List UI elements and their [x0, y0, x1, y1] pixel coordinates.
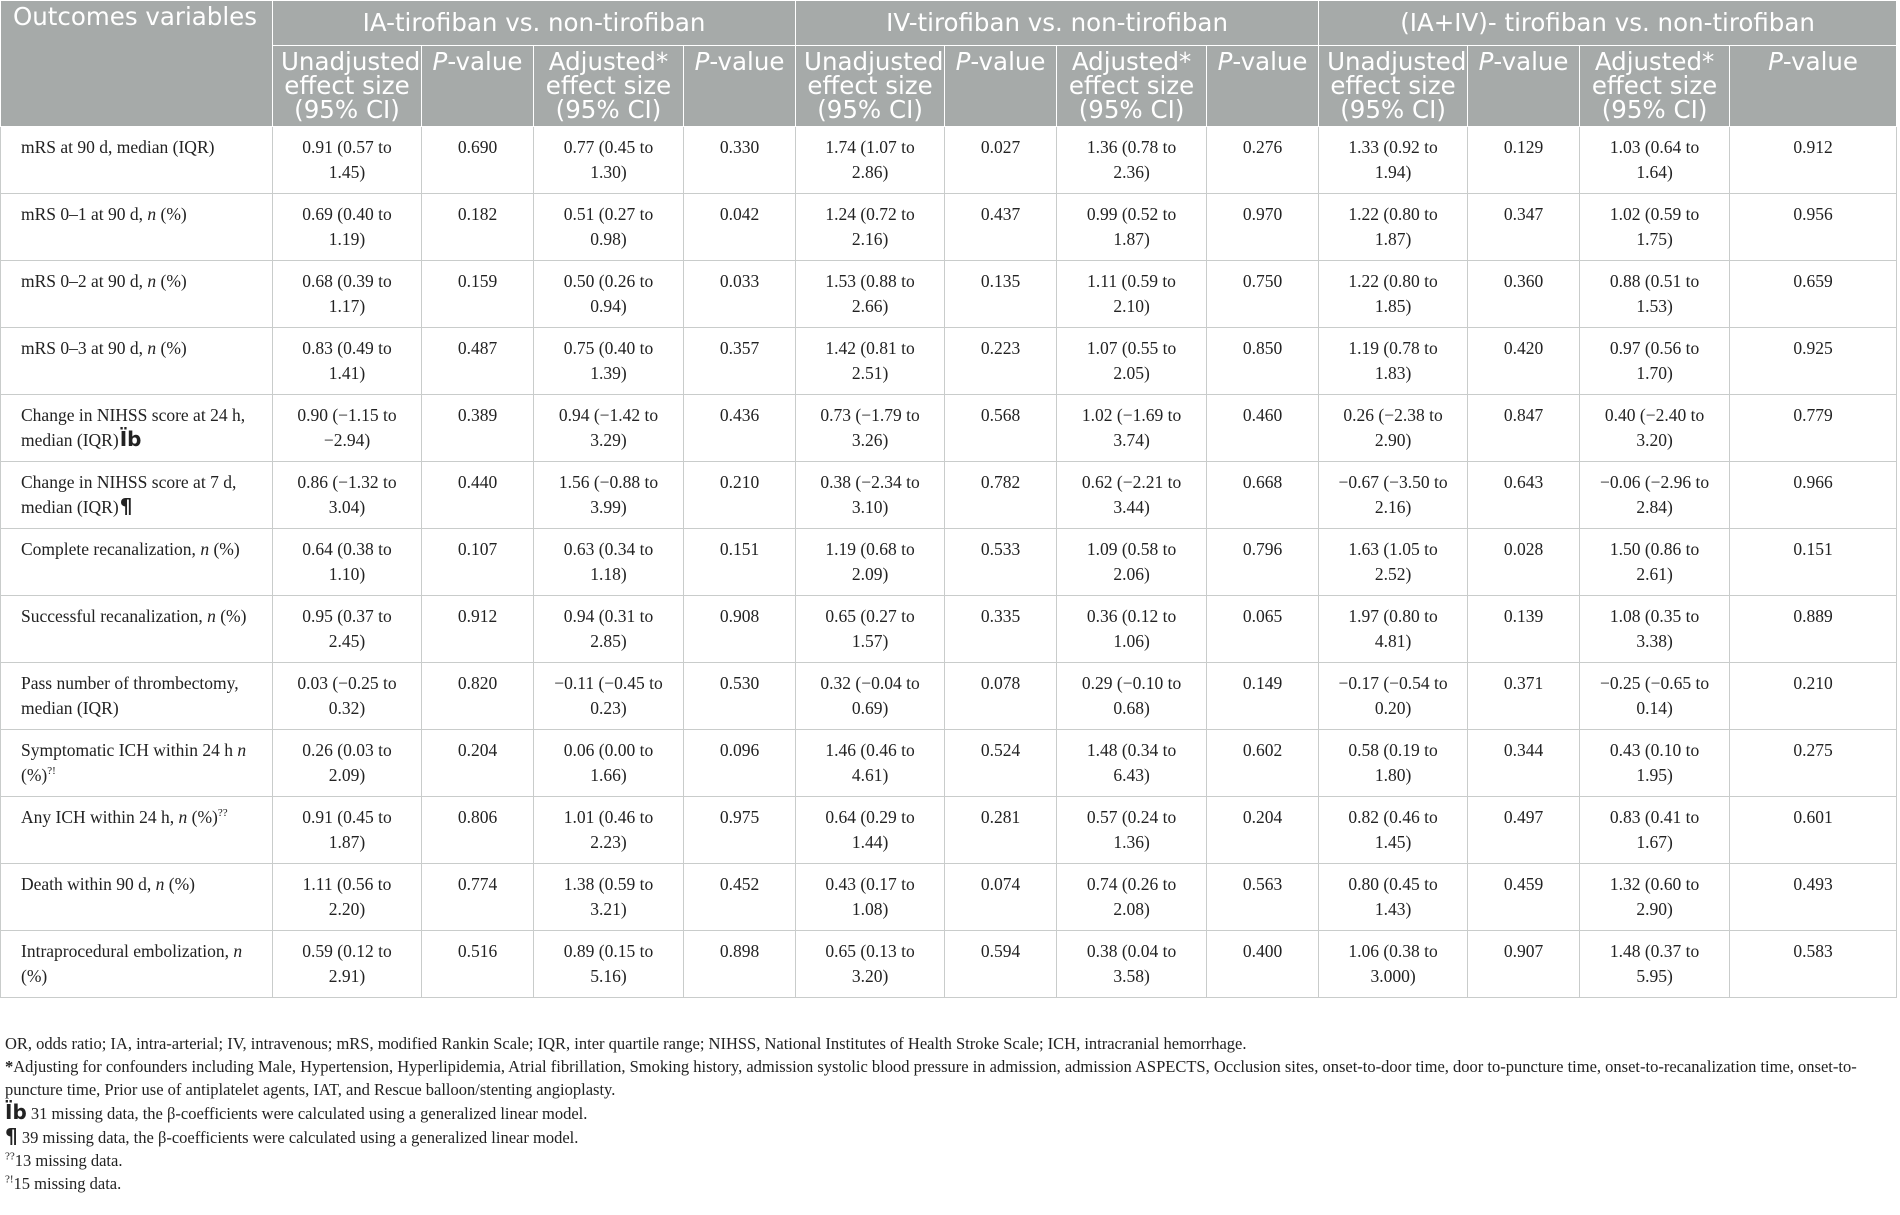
effect-size-cell: 0.03 (−0.25 to 0.32) [273, 663, 422, 730]
effect-size-cell: 0.95 (0.37 to 2.45) [273, 596, 422, 663]
outcome-label-cell [1, 730, 273, 797]
footnote-nihss-24h [5, 1101, 1895, 1125]
effect-size-cell: 0.91 (0.57 to 1.45) [273, 127, 422, 194]
table-row [1, 529, 1897, 596]
group-header-ia-iv: (IA+IV)- tirofiban vs. non-tirofiban [1319, 1, 1897, 46]
effect-size-cell: 0.06 (0.00 to 1.66) [534, 730, 684, 797]
effect-size-cell: 0.38 (−2.34 to 3.10) [796, 462, 945, 529]
p-value-cell: 0.497 [1468, 797, 1580, 864]
pilcrow-icon: ¶ [5, 1124, 18, 1148]
effect-size-cell: 1.63 (1.05 to 2.52) [1319, 529, 1468, 596]
outcome-label-cell [1, 328, 273, 395]
p-value-cell: 0.139 [1468, 596, 1580, 663]
effect-size-cell: 1.02 (−1.69 to 3.74) [1057, 395, 1207, 462]
footnote-adjustment-text: Adjusting for confounders including Male, Hypertension, Hyperlipidemia, Atrial fibrillation, Smoking history, admission systolic blood pressure in admission, admission ASPECTS, Occlusion sites, onset-to-door time, door to-puncture time, onset-to-recanalization time, onset-to-puncture time, Prior use of antiplatelet agents, IAT, and Rescue balloon/stenting angioplasty. [5, 1057, 1857, 1099]
p-value-cell: 0.204 [422, 730, 534, 797]
effect-size-cell: 0.40 (−2.40 to 3.20) [1580, 395, 1730, 462]
footnote-marker: ?? [217, 807, 228, 820]
p-value-cell: 0.135 [945, 261, 1057, 328]
outcome-label-cell [1, 931, 273, 998]
table-row [1, 864, 1897, 931]
effect-size-cell: 0.57 (0.24 to 1.36) [1057, 797, 1207, 864]
effect-size-cell: 1.08 (0.35 to 3.38) [1580, 596, 1730, 663]
subheader-unadjusted-effect-size-2: Unadjusted effect size (95% CI) [796, 46, 945, 127]
effect-size-cell: 0.77 (0.45 to 1.30) [534, 127, 684, 194]
group-header-ia: IA-tirofiban vs. non-tirofiban [273, 1, 796, 46]
p-value-cell: 0.659 [1730, 261, 1897, 328]
effect-size-cell: 0.90 (−1.15 to −2.94) [273, 395, 422, 462]
p-value-cell: 0.796 [1207, 529, 1319, 596]
footnote-any-ich-text: 13 missing data. [14, 1151, 123, 1170]
p-value-cell: 0.912 [1730, 127, 1897, 194]
p-value-cell: 0.436 [684, 395, 796, 462]
p-value-cell: 0.889 [1730, 596, 1897, 663]
effect-size-cell: 1.42 (0.81 to 2.51) [796, 328, 945, 395]
table-footnotes [0, 1032, 1895, 1195]
p-value-cell: 0.344 [1468, 730, 1580, 797]
p-value-cell: 0.074 [945, 864, 1057, 931]
table-row [1, 730, 1897, 797]
effect-size-cell: 0.91 (0.45 to 1.87) [273, 797, 422, 864]
p-value-cell: 0.750 [1207, 261, 1319, 328]
outcome-label: Intraprocedural embolization, n (%) [21, 941, 243, 986]
p-value-cell: 0.033 [684, 261, 796, 328]
subheader-adjusted-effect-size-3: Adjusted* effect size (95% CI) [1580, 46, 1730, 127]
effect-size-cell: 0.58 (0.19 to 1.80) [1319, 730, 1468, 797]
effect-size-cell: 0.26 (0.03 to 2.09) [273, 730, 422, 797]
outcome-label: Death within 90 d, n (%) [21, 874, 195, 894]
group-header-iv: IV-tirofiban vs. non-tirofiban [796, 1, 1319, 46]
p-value-cell: 0.210 [1730, 663, 1897, 730]
table-row [1, 194, 1897, 261]
effect-size-cell: 1.22 (0.80 to 1.87) [1319, 194, 1468, 261]
effect-size-cell: −0.17 (−0.54 to 0.20) [1319, 663, 1468, 730]
table-row [1, 127, 1897, 194]
effect-size-cell: 0.50 (0.26 to 0.94) [534, 261, 684, 328]
outcome-label: Pass number of thrombectomy, median (IQR) [21, 673, 239, 718]
effect-size-cell: 0.94 (−1.42 to 3.29) [534, 395, 684, 462]
subheader-p-value-1: P-value [422, 46, 534, 127]
effect-size-cell: 1.56 (−0.88 to 3.99) [534, 462, 684, 529]
p-value-cell: 0.149 [1207, 663, 1319, 730]
outcome-label-cell [1, 529, 273, 596]
footnote-adjustment [5, 1055, 1895, 1101]
effect-size-cell: 0.69 (0.40 to 1.19) [273, 194, 422, 261]
effect-size-cell: 1.36 (0.78 to 2.36) [1057, 127, 1207, 194]
p-value-cell: 0.690 [422, 127, 534, 194]
p-value-cell: 0.129 [1468, 127, 1580, 194]
p-value-cell: 0.360 [1468, 261, 1580, 328]
outcome-label-cell [1, 127, 273, 194]
footnote-marker: ?! [47, 765, 56, 778]
subheader-p-value-2: P-value [1207, 46, 1319, 127]
effect-size-cell: 1.38 (0.59 to 3.21) [534, 864, 684, 931]
effect-size-cell: 0.36 (0.12 to 1.06) [1057, 596, 1207, 663]
subheader-p-value-1: P-value [684, 46, 796, 127]
p-value-cell: 0.668 [1207, 462, 1319, 529]
outcome-label-cell [1, 797, 273, 864]
effect-size-cell: 1.06 (0.38 to 3.000) [1319, 931, 1468, 998]
effect-size-cell: 0.65 (0.13 to 3.20) [796, 931, 945, 998]
p-value-cell: 0.487 [422, 328, 534, 395]
effect-size-cell: 0.82 (0.46 to 1.45) [1319, 797, 1468, 864]
effect-size-cell: 0.83 (0.41 to 1.67) [1580, 797, 1730, 864]
p-value-cell: 0.847 [1468, 395, 1580, 462]
p-value-cell: 0.530 [684, 663, 796, 730]
effect-size-cell: 1.74 (1.07 to 2.86) [796, 127, 945, 194]
footnote-nihss-24h-text: 31 missing data, the β-coefficients were calculated using a generalized linear model. [30, 1104, 588, 1123]
outcome-label: mRS at 90 d, median (IQR) [21, 137, 215, 157]
effect-size-cell: 1.09 (0.58 to 2.06) [1057, 529, 1207, 596]
effect-size-cell: 1.48 (0.37 to 5.95) [1580, 931, 1730, 998]
outcome-label: mRS 0–1 at 90 d, n (%) [21, 204, 187, 224]
effect-size-cell: 1.22 (0.80 to 1.85) [1319, 261, 1468, 328]
effect-size-cell: 0.89 (0.15 to 5.16) [534, 931, 684, 998]
p-value-cell: 0.966 [1730, 462, 1897, 529]
p-value-cell: 0.782 [945, 462, 1057, 529]
footnote-symptomatic-ich [5, 1172, 1895, 1195]
effect-size-cell: 1.07 (0.55 to 2.05) [1057, 328, 1207, 395]
footnote-asterisk: * [5, 1057, 14, 1076]
p-value-cell: 0.956 [1730, 194, 1897, 261]
p-value-cell: 0.276 [1207, 127, 1319, 194]
p-value-cell: 0.524 [945, 730, 1057, 797]
footnote-any-ich [5, 1149, 1895, 1172]
p-value-cell: 0.493 [1730, 864, 1897, 931]
subheader-unadjusted-effect-size-1: Unadjusted effect size (95% CI) [273, 46, 422, 127]
effect-size-cell: 1.11 (0.59 to 2.10) [1057, 261, 1207, 328]
effect-size-cell: 0.59 (0.12 to 2.91) [273, 931, 422, 998]
p-value-cell: 0.107 [422, 529, 534, 596]
p-value-cell: 0.371 [1468, 663, 1580, 730]
subheader-p-value-2: P-value [945, 46, 1057, 127]
table-body [1, 127, 1897, 998]
effect-size-cell: 1.19 (0.68 to 2.09) [796, 529, 945, 596]
effect-size-cell: 0.32 (−0.04 to 0.69) [796, 663, 945, 730]
subheader-adjusted-effect-size-1: Adjusted* effect size (95% CI) [534, 46, 684, 127]
effect-size-cell: 1.01 (0.46 to 2.23) [534, 797, 684, 864]
p-value-cell: 0.908 [684, 596, 796, 663]
p-value-cell: 0.643 [1468, 462, 1580, 529]
footnote-symptomatic-ich-text: 15 missing data. [13, 1174, 122, 1193]
p-value-cell: 0.281 [945, 797, 1057, 864]
p-value-cell: 0.898 [684, 931, 796, 998]
effect-size-cell: 1.48 (0.34 to 6.43) [1057, 730, 1207, 797]
p-value-cell: 0.330 [684, 127, 796, 194]
p-value-cell: 0.912 [422, 596, 534, 663]
p-value-cell: 0.065 [1207, 596, 1319, 663]
subheader-adjusted-effect-size-2: Adjusted* effect size (95% CI) [1057, 46, 1207, 127]
effect-size-cell: 0.63 (0.34 to 1.18) [534, 529, 684, 596]
effect-size-cell: 1.46 (0.46 to 4.61) [796, 730, 945, 797]
p-value-cell: 0.925 [1730, 328, 1897, 395]
p-value-cell: 0.437 [945, 194, 1057, 261]
effect-size-cell: 0.73 (−1.79 to 3.26) [796, 395, 945, 462]
p-value-cell: 0.907 [1468, 931, 1580, 998]
outcome-label-cell [1, 596, 273, 663]
footnote-marker: Ϊb [119, 427, 142, 451]
effect-size-cell: 1.03 (0.64 to 1.64) [1580, 127, 1730, 194]
effect-size-cell: 0.83 (0.49 to 1.41) [273, 328, 422, 395]
p-value-cell: 0.096 [684, 730, 796, 797]
footnote-marker: ¶ [119, 494, 133, 518]
p-value-cell: 0.028 [1468, 529, 1580, 596]
p-value-cell: 0.151 [1730, 529, 1897, 596]
p-value-cell: 0.970 [1207, 194, 1319, 261]
p-value-cell: 0.210 [684, 462, 796, 529]
table-row [1, 462, 1897, 529]
effect-size-cell: 1.19 (0.78 to 1.83) [1319, 328, 1468, 395]
effect-size-cell: 0.51 (0.27 to 0.98) [534, 194, 684, 261]
footnote-nihss-7d-text: 39 missing data, the β-coefficients were calculated using a generalized linear model. [21, 1128, 579, 1147]
footnote-mark-icon: Ϊb [5, 1100, 27, 1124]
p-value-cell: 0.275 [1730, 730, 1897, 797]
effect-size-cell: 1.11 (0.56 to 2.20) [273, 864, 422, 931]
p-value-cell: 0.459 [1468, 864, 1580, 931]
effect-size-cell: 1.97 (0.80 to 4.81) [1319, 596, 1468, 663]
subheader-unadjusted-effect-size-3: Unadjusted effect size (95% CI) [1319, 46, 1468, 127]
outcome-label: mRS 0–3 at 90 d, n (%) [21, 338, 187, 358]
effect-size-cell: 0.64 (0.29 to 1.44) [796, 797, 945, 864]
p-value-cell: 0.583 [1730, 931, 1897, 998]
outcome-label-cell [1, 462, 273, 529]
effect-size-cell: −0.11 (−0.45 to 0.23) [534, 663, 684, 730]
effect-size-cell: 1.53 (0.88 to 2.66) [796, 261, 945, 328]
effect-size-cell: −0.06 (−2.96 to 2.84) [1580, 462, 1730, 529]
effect-size-cell: 0.43 (0.10 to 1.95) [1580, 730, 1730, 797]
outcome-label: Change in NIHSS score at 24 h, median (IQR) [21, 405, 246, 450]
p-value-cell: 0.806 [422, 797, 534, 864]
p-value-cell: 0.820 [422, 663, 534, 730]
effect-size-cell: 0.99 (0.52 to 1.87) [1057, 194, 1207, 261]
subheader-p-value-3: P-value [1730, 46, 1897, 127]
p-value-cell: 0.779 [1730, 395, 1897, 462]
outcome-label: mRS 0–2 at 90 d, n (%) [21, 271, 187, 291]
subheader-p-value-3: P-value [1468, 46, 1580, 127]
table-row [1, 596, 1897, 663]
footnote-mark-any-ich: ?? [5, 1150, 15, 1163]
table-row [1, 328, 1897, 395]
outcome-label-cell [1, 194, 273, 261]
effect-size-cell: 0.38 (0.04 to 3.58) [1057, 931, 1207, 998]
p-value-cell: 0.335 [945, 596, 1057, 663]
effect-size-cell: 1.50 (0.86 to 2.61) [1580, 529, 1730, 596]
footnote-abbreviations: OR, odds ratio; IA, intra-arterial; IV, intravenous; mRS, modified Rankin Scale; IQR, inter quartile range; NIHSS, National Institutes of Health Stroke Scale; ICH, intracranial hemorrhage. [5, 1034, 1247, 1053]
p-value-cell: 0.400 [1207, 931, 1319, 998]
effect-size-cell: 0.88 (0.51 to 1.53) [1580, 261, 1730, 328]
effect-size-cell: 0.75 (0.40 to 1.39) [534, 328, 684, 395]
effect-size-cell: 0.29 (−0.10 to 0.68) [1057, 663, 1207, 730]
effect-size-cell: 1.32 (0.60 to 2.90) [1580, 864, 1730, 931]
p-value-cell: 0.460 [1207, 395, 1319, 462]
outcome-label-cell [1, 261, 273, 328]
p-value-cell: 0.223 [945, 328, 1057, 395]
effect-size-cell: 0.94 (0.31 to 2.85) [534, 596, 684, 663]
effect-size-cell: 1.33 (0.92 to 1.94) [1319, 127, 1468, 194]
outcome-label: Complete recanalization, n (%) [21, 539, 240, 559]
outcome-label-cell [1, 663, 273, 730]
p-value-cell: 0.027 [945, 127, 1057, 194]
effect-size-cell: 0.43 (0.17 to 1.08) [796, 864, 945, 931]
effect-size-cell: 0.74 (0.26 to 2.08) [1057, 864, 1207, 931]
p-value-cell: 0.533 [945, 529, 1057, 596]
table-row [1, 261, 1897, 328]
outcome-label-cell [1, 864, 273, 931]
effect-size-cell: 0.62 (−2.21 to 3.44) [1057, 462, 1207, 529]
outcome-label: Change in NIHSS score at 7 d, median (IQR) [21, 472, 237, 517]
outcome-label: Symptomatic ICH within 24 h n (%) [21, 740, 247, 785]
p-value-cell: 0.602 [1207, 730, 1319, 797]
effect-size-cell: 0.68 (0.39 to 1.17) [273, 261, 422, 328]
table-row [1, 797, 1897, 864]
p-value-cell: 0.774 [422, 864, 534, 931]
p-value-cell: 0.078 [945, 663, 1057, 730]
p-value-cell: 0.594 [945, 931, 1057, 998]
p-value-cell: 0.159 [422, 261, 534, 328]
p-value-cell: 0.563 [1207, 864, 1319, 931]
p-value-cell: 0.420 [1468, 328, 1580, 395]
p-value-cell: 0.042 [684, 194, 796, 261]
footnote-mark-symptomatic-ich: ?! [5, 1173, 14, 1186]
table-row [1, 931, 1897, 998]
p-value-cell: 0.440 [422, 462, 534, 529]
effect-size-cell: 0.26 (−2.38 to 2.90) [1319, 395, 1468, 462]
outcome-label: Any ICH within 24 h, n (%) [21, 807, 218, 827]
p-value-cell: 0.516 [422, 931, 534, 998]
effect-size-cell: −0.25 (−0.65 to 0.14) [1580, 663, 1730, 730]
p-value-cell: 0.182 [422, 194, 534, 261]
outcome-label: Successful recanalization, n (%) [21, 606, 247, 626]
table-row [1, 395, 1897, 462]
effect-size-cell: 0.86 (−1.32 to 3.04) [273, 462, 422, 529]
footnote-nihss-7d [5, 1125, 1895, 1149]
p-value-cell: 0.389 [422, 395, 534, 462]
effect-size-cell: −0.67 (−3.50 to 2.16) [1319, 462, 1468, 529]
p-value-cell: 0.601 [1730, 797, 1897, 864]
p-value-cell: 0.347 [1468, 194, 1580, 261]
group-header-row [1, 1, 1897, 46]
p-value-cell: 0.850 [1207, 328, 1319, 395]
table-row [1, 663, 1897, 730]
outcome-label-cell [1, 395, 273, 462]
p-value-cell: 0.204 [1207, 797, 1319, 864]
effect-size-cell: 0.65 (0.27 to 1.57) [796, 596, 945, 663]
p-value-cell: 0.452 [684, 864, 796, 931]
p-value-cell: 0.357 [684, 328, 796, 395]
effect-size-cell: 0.64 (0.38 to 1.10) [273, 529, 422, 596]
effect-size-cell: 0.80 (0.45 to 1.43) [1319, 864, 1468, 931]
p-value-cell: 0.568 [945, 395, 1057, 462]
p-value-cell: 0.151 [684, 529, 796, 596]
p-value-cell: 0.975 [684, 797, 796, 864]
effect-size-cell: 0.97 (0.56 to 1.70) [1580, 328, 1730, 395]
effect-size-cell: 1.02 (0.59 to 1.75) [1580, 194, 1730, 261]
header-outcomes-variables: Outcomes variables [1, 1, 273, 127]
subheader-row [1, 46, 1897, 127]
effect-size-cell: 1.24 (0.72 to 2.16) [796, 194, 945, 261]
